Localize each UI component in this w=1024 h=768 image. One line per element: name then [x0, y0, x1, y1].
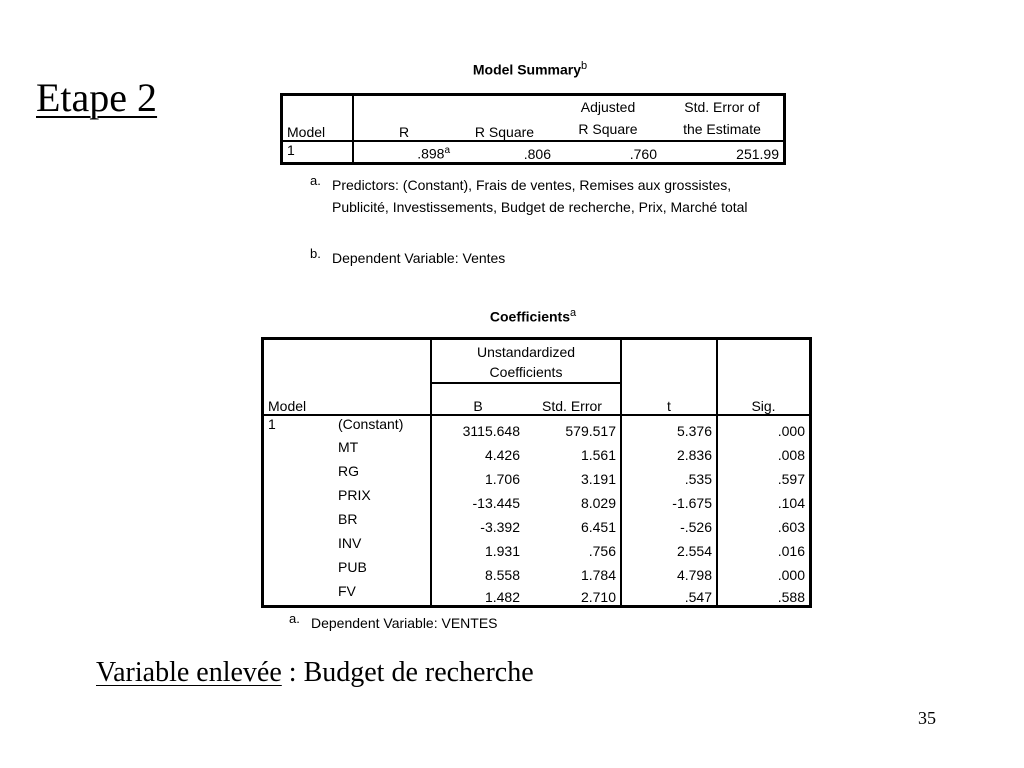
coef-row-variable: PUB — [338, 558, 367, 575]
coef-row-model — [263, 487, 335, 511]
coef-row-variable: MT — [338, 438, 359, 455]
coef-row-t: 2.836 — [621, 439, 717, 463]
ms-header-std-error — [661, 95, 785, 142]
coef-row-t: 4.798 — [621, 559, 717, 583]
ms-header-r: R — [353, 95, 454, 142]
coef-row — [263, 487, 811, 511]
slide-title: Etape 2 — [36, 75, 158, 120]
ms-row-r — [353, 141, 454, 163]
ms-footnote-b — [310, 247, 770, 269]
model-summary-title-text: Model Summary — [472, 61, 581, 78]
coef-row-t: -.526 — [621, 511, 717, 535]
conclusion-value: Budget de recherche — [303, 657, 534, 688]
coefficients-body — [263, 415, 811, 607]
coef-header-unstandardized — [431, 339, 621, 383]
conclusion — [96, 657, 534, 689]
coef-row-b: 1.482 — [431, 583, 524, 607]
coef-row-variable: RG — [338, 462, 359, 479]
model-summary-title-sup: b — [581, 60, 588, 72]
coef-row — [263, 535, 811, 559]
coef-row-sig: .588 — [717, 583, 811, 607]
coef-header-t: t — [621, 339, 717, 415]
coef-header-unstd-line2: Coefficients — [489, 363, 563, 380]
coef-header-b: B — [431, 383, 524, 415]
coef-row-t: .535 — [621, 463, 717, 487]
coef-row-sig: .008 — [717, 439, 811, 463]
ms-footnote-a — [310, 174, 770, 240]
ms-header-adj-line1: Adjusted — [580, 99, 636, 115]
coef-footnote-a-text: Dependent Variable: VENTES — [311, 615, 498, 631]
coef-row-variable: FV — [338, 582, 356, 599]
coef-row-b: 8.558 — [431, 559, 524, 583]
coef-row — [263, 583, 811, 607]
coef-row-b: 3115.648 — [431, 415, 524, 439]
coef-row-model — [263, 511, 335, 535]
coef-row-model — [263, 583, 335, 607]
ms-header-model: Model — [287, 124, 326, 140]
page-number: 35 — [918, 708, 936, 728]
ms-header-se-line2: the Estimate — [683, 121, 761, 137]
coef-row-t: 5.376 — [621, 415, 717, 439]
coef-row-std-error: 3.191 — [580, 470, 616, 487]
ms-header-se-line1: Std. Error of — [684, 99, 760, 115]
coef-row-variable: (Constant) — [334, 415, 431, 439]
model-summary-title — [430, 60, 630, 78]
coef-row-b: 1.931 — [431, 535, 524, 559]
coef-row-std-error: 1.784 — [580, 566, 616, 583]
ms-footnote-b-mark: b. — [310, 246, 321, 261]
coef-row-sig: .603 — [717, 511, 811, 535]
coef-header-model: Model — [268, 397, 307, 414]
coef-row-b: -13.445 — [431, 487, 524, 511]
coef-row-std-error: 2.710 — [580, 589, 616, 605]
coef-row-std-error: 1.561 — [580, 446, 616, 463]
coef-footnote-a-mark: a. — [289, 611, 300, 626]
ms-row-r-sup: a — [444, 144, 450, 156]
coef-row-t: -1.675 — [621, 487, 717, 511]
coef-row — [263, 559, 811, 583]
coef-row-model — [263, 559, 335, 583]
coef-row-variable: BR — [338, 510, 358, 527]
coef-row-sig: .000 — [717, 559, 811, 583]
model-summary-table — [280, 93, 786, 165]
ms-header-adjusted-r-square — [555, 95, 661, 142]
coef-row-b: -3.392 — [431, 511, 524, 535]
coef-row-std-error: 579.517 — [524, 415, 621, 439]
coef-footnote-a — [289, 612, 749, 634]
coef-row-sig: .000 — [717, 415, 811, 439]
ms-row-adjusted: .760 — [555, 141, 661, 163]
ms-row-model: 1 — [282, 141, 354, 163]
coef-row — [263, 439, 811, 463]
ms-footnote-a-mark: a. — [310, 173, 321, 188]
ms-header-adj-line2: R Square — [578, 121, 638, 137]
coef-header-std-error: Std. Error — [542, 397, 602, 414]
coef-row-model — [263, 463, 335, 487]
coef-row-std-error: 8.029 — [580, 494, 616, 511]
ms-row-r-square: .806 — [454, 141, 555, 163]
coef-header-unstd-line1: Unstandardized — [476, 343, 576, 360]
ms-footnote-b-text: Dependent Variable: Ventes — [332, 250, 506, 266]
coef-row-sig: .016 — [717, 535, 811, 559]
coef-row-model — [263, 439, 335, 463]
coef-row — [263, 463, 811, 487]
coef-row-t: 2.554 — [621, 535, 717, 559]
coef-row-model — [263, 535, 335, 559]
conclusion-separator: : — [281, 657, 304, 688]
coefficients-title-text: Coefficients — [489, 308, 570, 325]
coef-row-sig: .597 — [717, 463, 811, 487]
ms-header-r-square: R Square — [474, 124, 535, 140]
coef-header-sig: Sig. — [717, 339, 811, 415]
coef-row-std-error: 6.451 — [580, 518, 616, 535]
coef-row — [263, 415, 811, 439]
coef-row — [263, 511, 811, 535]
coef-row-std-error: .756 — [588, 542, 616, 559]
coefficients-title-sup: a — [570, 307, 577, 319]
conclusion-label: Variable enlevée — [96, 657, 282, 688]
coef-row-b: 1.706 — [431, 463, 524, 487]
ms-footnote-a-text: Predictors: (Constant), Frais de ventes, Remises aux grossistes, Publicité, Investissements, Budget de recherche, Prix, Marché total — [332, 177, 748, 215]
coef-row-variable: PRIX — [338, 486, 371, 503]
coefficients-table — [261, 337, 812, 608]
ms-row-r-value: .898 — [417, 145, 445, 162]
coef-row-t: .547 — [621, 583, 717, 607]
coef-row-b: 4.426 — [431, 439, 524, 463]
coef-row-variable: INV — [338, 534, 362, 551]
coefficients-title — [433, 307, 633, 325]
coef-row-model: 1 — [263, 415, 335, 439]
ms-row-std-error: 251.99 — [661, 141, 785, 163]
coef-row-sig: .104 — [717, 487, 811, 511]
